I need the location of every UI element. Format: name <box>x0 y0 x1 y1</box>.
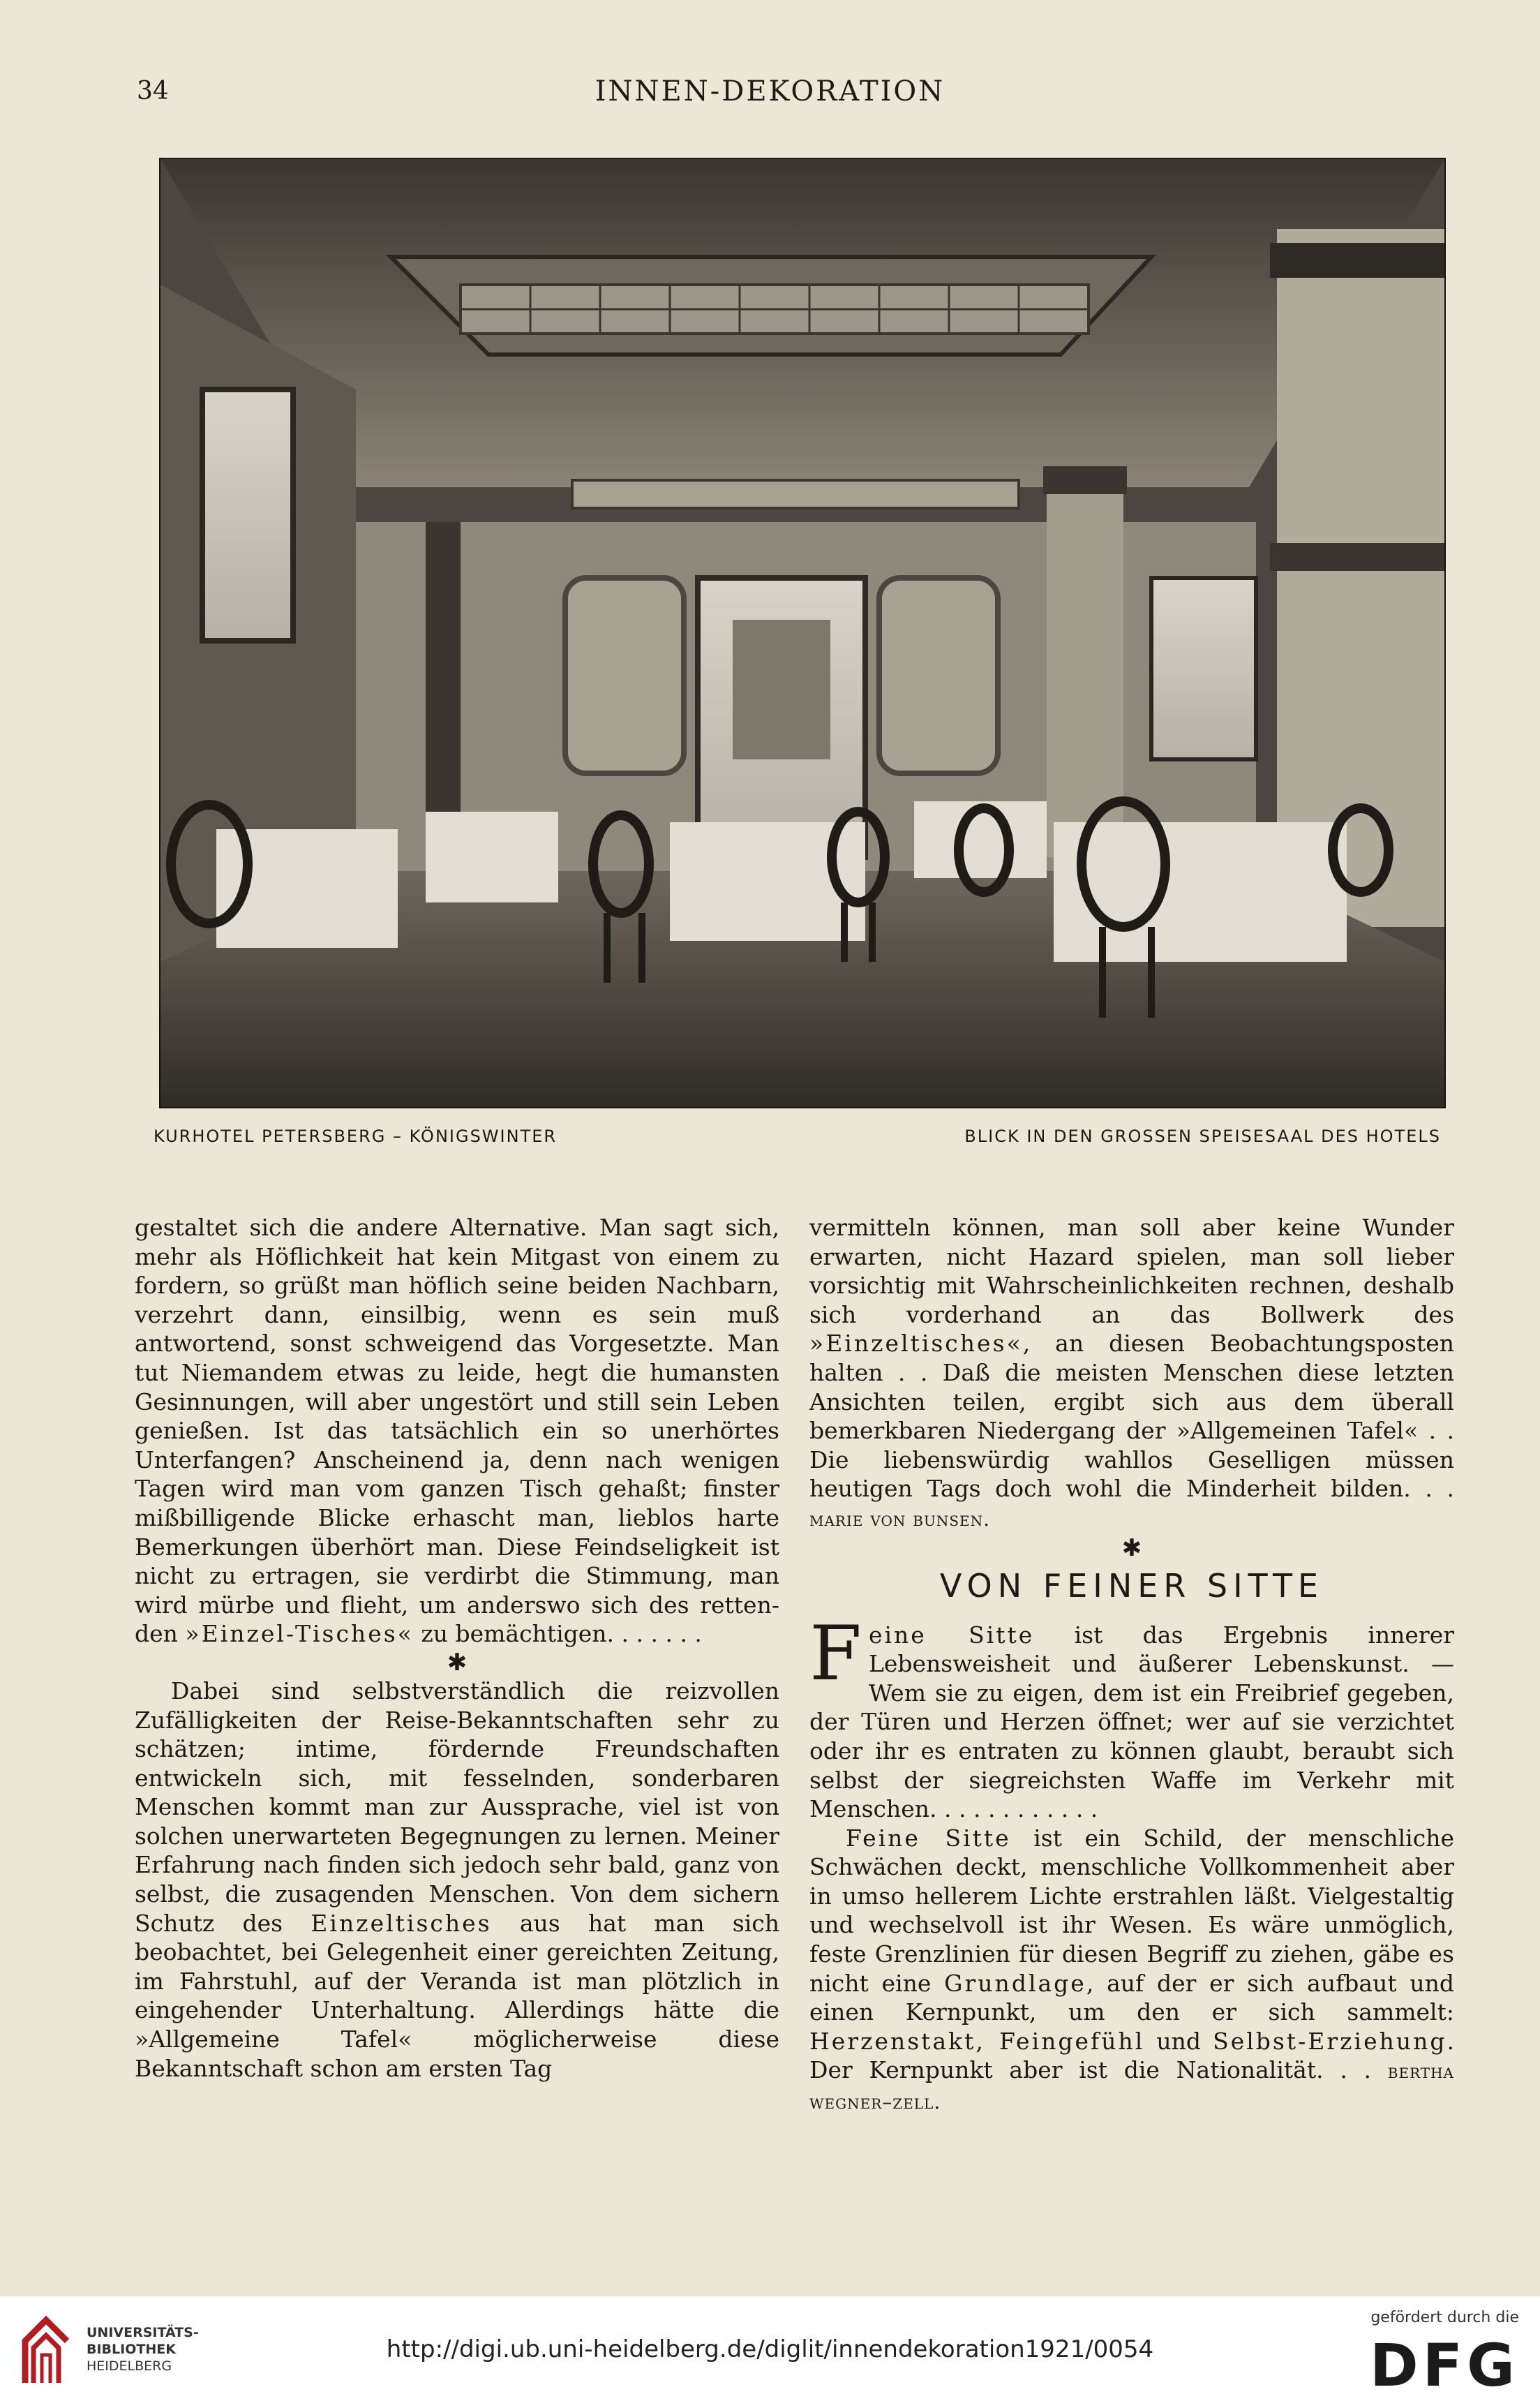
right-p3-d: . Der Kernpunkt aber ist die Nationalität. . . <box>809 2027 1454 2084</box>
running-title: INNEN-DEKORATION <box>595 75 945 107</box>
uni-line-2: BIBLIOTHEK <box>87 2342 176 2357</box>
right-p2-end: ist das Ergebnis innerer Lebensweisheit und äußerer Lebenskunst. — Wem sie zu eigen, dem ist ein Freibrief gegeben, der Türen und Herzen öffnet; wer auf sie verzichtet oder ihr es entraten zu können glaubt, beraubt sich selbst der siegreichsten Waffe im Verkehr mit Menschen. . . . . . . . . . . . <box>809 1621 1454 1823</box>
right-p1-spaced: »Einzeltisches« <box>809 1330 1023 1358</box>
right-p3-c: und <box>1156 2027 1202 2055</box>
left-p1-end: zu bemächtigen. . . . . . . <box>421 1620 702 1648</box>
page-header <box>0 73 1540 114</box>
left-p1-text: gestaltet sich die andere Alternative. Man sagt sich, mehr als Höflichkeit hat kein Mitgast von einem zu fordern, so grüßt man höflich seine beiden Nachbarn, verzehrt dann, einsilbig, wenn es sein muß antwortend, sonst schweigend das Vorgesetzte. Man tut Niemandem etwas zu leide, hegt die humansten Gesinnungen, will aber ungestört und still sein Leben genießen. Ist das tatsächlich ein so unerhörtes Unterfangen? Anscheinend ja, denn nach wenigen Tagen wird man vom ganzen Tisch gehaßt; finster mißbilligende Blicke erhascht man, lieblos harte Bemerkungen überhört man. Diese Feindseligkeit ist nicht zu ertragen, sie verdirbt die Stimmung, man wird mürbe und flieht, um anderswo sich des retten-den <box>135 1214 779 1648</box>
photo-caption-description: BLICK IN DEN GROSSEN SPEISESAAL DES HOTELS <box>964 1127 1441 1146</box>
left-column <box>135 1213 779 2083</box>
right-paragraph-3 <box>809 1824 1454 2117</box>
right-p3-spaced: Feine Sitte <box>846 1824 1011 1852</box>
section-title: VON FEINER SITTE <box>939 1566 1324 1605</box>
left-p2-start: Dabei sind selbstverständlich die reizvollen Zufälligkeiten der Reise-Bekanntschaften sehr zu schätzen; intime, fördernde Freundschaften entwickeln sich, mit fesselnden, sonderbaren Menschen kommt man zur Aussprache, viel ist von solchen unerwarteten Begegnungen zu lernen. Meiner Erfahrung nach finden sich jedoch sehr bald, ganz von selbst, die zusagenden Menschen. Von dem sichern Schutz des <box>135 1677 779 1937</box>
right-p3-a: ist ein Schild, der menschliche Schwächen deckt, menschliche Vollkommenheit aber in umso hellerem Lichte erstrahlen läßt. Vielgestaltig und wechselvoll ist ihr Wesen. Es wäre unmöglich, feste Grenzlinien für diesen Begriff zu ziehen, gäbe es nicht eine <box>809 1824 1454 1997</box>
right-p1-start: vermitteln können, man soll aber keine Wunder erwarten, nicht Hazard spielen, man soll lieber vorsichtig mit Wahrscheinlichkeiten rechnen, deshalb sich vorderhand an das Bollwerk des <box>809 1214 1454 1328</box>
right-p3-b: , auf der er sich aufbaut und einen Kernpunkt, um den er sich sammelt: <box>809 1969 1454 2026</box>
uni-line-3: HEIDELBERG <box>87 2358 172 2374</box>
right-paragraph-1 <box>809 1213 1454 1534</box>
left-asterisk: ✱ <box>447 1648 468 1677</box>
sponsor-label: gefördert durch die <box>1370 2309 1519 2326</box>
right-p3-spaced3: Herzenstakt, Feingefühl <box>809 2027 1145 2055</box>
dining-hall-photo <box>159 158 1446 1108</box>
dfg-logo: DFG <box>1369 2331 1519 2400</box>
left-p2-spaced: Einzeltisches <box>311 1909 492 1937</box>
page-number: 34 <box>137 77 169 105</box>
right-paragraph-2 <box>809 1610 1454 1824</box>
left-paragraph-2 <box>135 1677 779 2083</box>
uni-line-1: UNIVERSITÄTS- <box>87 2325 199 2340</box>
right-column <box>809 1213 1454 2117</box>
left-p2-end: aus hat man sich beobachtet, bei Gelegenheit einer gereichten Zeitung, im Fahrstuhl, auf der Veranda ist man plötzlich in eingehender Unterhaltung. Allerdings hätte die »Allgemeine Tafel« möglicherweise diese Bekanntschaft schon am ersten Tag <box>135 1909 780 2082</box>
author-bunsen: marie von bunsen. <box>809 1507 991 1531</box>
document-url-link[interactable]: http://digi.ub.uni-heidelberg.de/diglit/innendekoration1921/0054 <box>386 2335 1154 2363</box>
viewer-footer <box>0 2296 1540 2408</box>
left-paragraph-1 <box>135 1213 779 1649</box>
right-p3-spaced4: Selbst-Erziehung <box>1213 2027 1447 2055</box>
drop-cap: F <box>809 1610 862 1697</box>
author-wegner-zell: bertha wegner–zell. <box>809 2060 1454 2114</box>
photo-caption-location: KURHOTEL PETERSBERG – KÖNIGSWINTER <box>154 1127 558 1146</box>
right-asterisk: ✱ <box>1121 1533 1142 1562</box>
right-p1-mid: , an diesen Beobachtungsposten halten . . Daß die meisten Menschen diese letzten Ansichten teilen, ergibt sich aus dem überall bemerkbaren Niedergang der »Allgemeinen Tafel« . . Die liebenswürdig wahllos Geselligen müssen heutigen Tags doch wohl die Minderheit bilden. . . <box>809 1330 1454 1503</box>
right-p2-spaced: eine Sitte <box>868 1621 1035 1649</box>
left-p1-spaced: »Einzel-Tisches« <box>185 1620 414 1648</box>
right-p3-spaced2: Grundlage <box>944 1969 1086 1997</box>
dining-hall-illustration <box>160 159 1444 1107</box>
